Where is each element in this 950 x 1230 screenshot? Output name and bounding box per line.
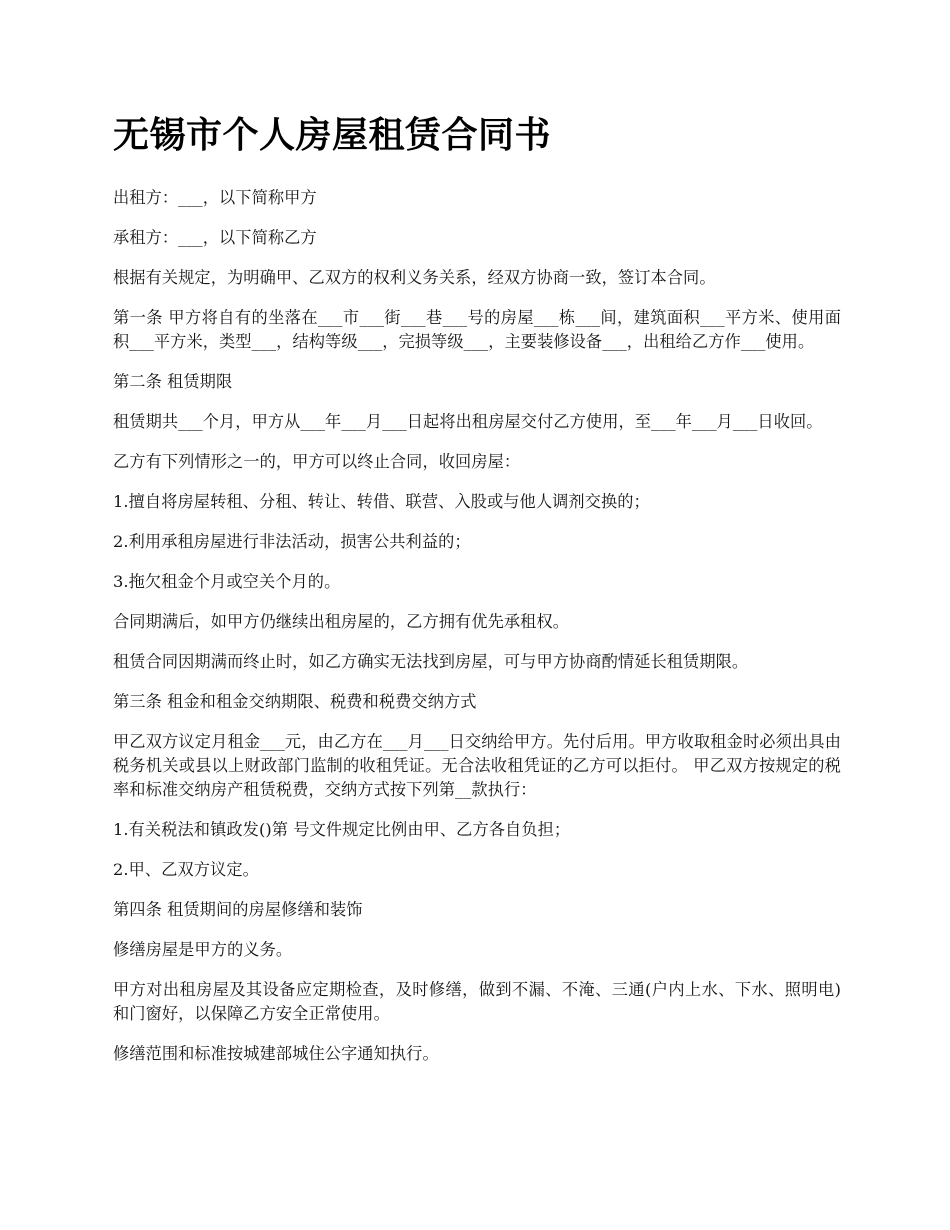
- repair-duty-paragraph: 修缮房屋是甲方的义务。: [113, 940, 293, 959]
- lessee-line: 承租方：___，以下简称乙方: [113, 228, 317, 247]
- termination-item-3: 3.拖欠租金个月或空关个月的。: [113, 572, 341, 591]
- termination-item-2: 2.利用承租房屋进行非法活动，损害公共利益的；: [113, 532, 471, 551]
- tax-item-2: 2.甲、乙双方议定。: [113, 860, 259, 879]
- extension-paragraph: 租赁合同因期满而终止时，如乙方确实无法找到房屋，可与甲方协商酌情延长租赁期限。: [113, 652, 749, 671]
- document-page: [113, 108, 841, 1082]
- rent-payment-paragraph: 甲乙双方议定月租金___元，由乙方在___月___日交纳给甲方。先付后用。甲方收取租金时必须出具由税务机关或县以上财政部门监制的收租凭证。无合法收租凭证的乙方可以拒付。 甲乙双方按规定的税率和标准交纳房产租赁税费，交纳方式按下列第__款执行：: [113, 732, 841, 799]
- priority-renewal-paragraph: 合同期满后，如甲方仍继续出租房屋的，乙方拥有优先承租权。: [113, 612, 570, 631]
- document-title: 无锡市个人房屋租赁合同书: [113, 115, 552, 156]
- repair-standard-paragraph: 修缮范围和标准按城建部城住公字通知执行。: [113, 1044, 439, 1063]
- termination-item-1: 1.擅自将房屋转租、分租、转让、转借、联营、入股或与他人调剂交换的；: [113, 492, 650, 511]
- tax-item-1: 1.有关税法和镇政发()第 号文件规定比例由甲、乙方各自负担；: [113, 820, 571, 839]
- article-2-heading: 第二条 租赁期限: [113, 372, 233, 391]
- preamble-paragraph: 根据有关规定，为明确甲、乙双方的权利义务关系，经双方协商一致，签订本合同。: [113, 268, 716, 287]
- termination-intro-paragraph: 乙方有下列情形之一的，甲方可以终止合同，收回房屋：: [113, 452, 521, 471]
- article-3-heading: 第三条 租金和租金交纳期限、税费和税费交纳方式: [113, 692, 477, 711]
- inspection-paragraph: 甲方对出租房屋及其设备应定期检查，及时修缮，做到不漏、不淹、三通(户内上水、下水、照明电)和门窗好，以保障乙方安全正常使用。: [113, 980, 841, 1023]
- lease-term-paragraph: 租赁期共___个月，甲方从___年___月___日起将出租房屋交付乙方使用，至___年___月___日收回。: [113, 412, 823, 431]
- article-4-heading: 第四条 租赁期间的房屋修缮和装饰: [113, 900, 363, 919]
- lessor-line: 出租方：___，以下简称甲方: [113, 188, 317, 207]
- article-1-paragraph: 第一条 甲方将自有的坐落在___市___街___巷___号的房屋___栋___间，建筑面积___平方米、使用面积___平方米，类型___，结构等级___，完损等级___，主要装修设备___，出租给乙方作___使用。: [113, 308, 841, 351]
